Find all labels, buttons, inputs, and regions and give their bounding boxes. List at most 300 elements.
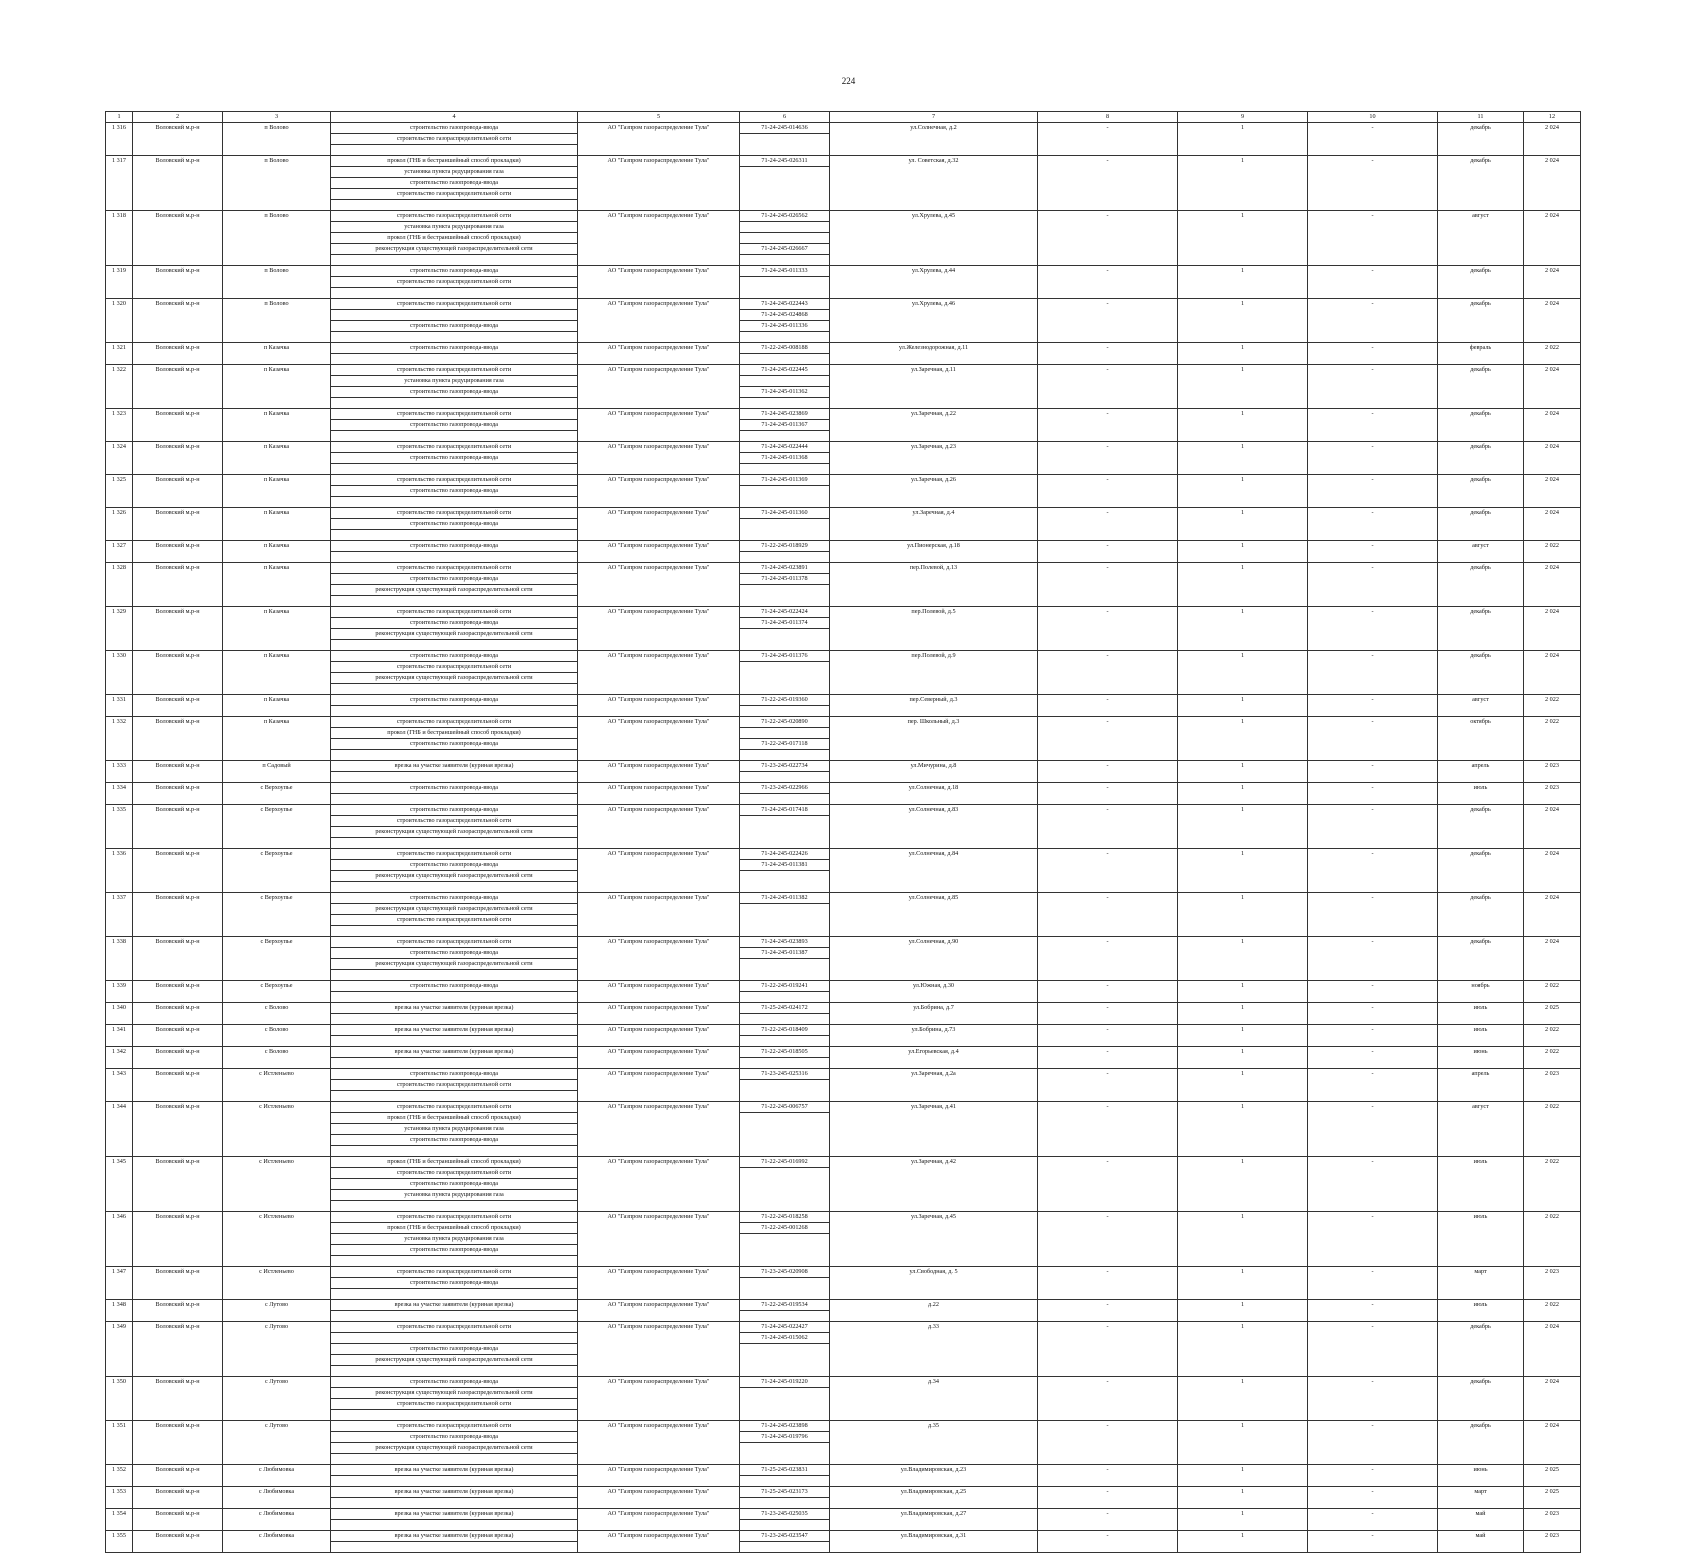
table-row: [106, 827, 1581, 838]
cell-work-type: строительство газораспределительной сети: [331, 442, 578, 453]
table-row: [106, 1179, 1581, 1190]
cell-number: 1 353: [106, 1487, 133, 1498]
cell-work-type: строительство газопровода-ввода: [331, 1069, 578, 1080]
cell-address: ул.Хрулева, д.44: [830, 266, 1038, 277]
cell-col8: -: [1038, 1377, 1178, 1388]
cell-address: ул.Владимировская, д.27: [830, 1509, 1038, 1520]
cell-locality: [223, 662, 331, 673]
cell-col8: [1038, 1179, 1178, 1190]
cell-col10: [1308, 1333, 1438, 1344]
table-row: [106, 211, 1581, 222]
cell-col10: [1308, 915, 1438, 926]
cell-locality: п Казачка: [223, 651, 331, 662]
cell-col9: [1178, 530, 1308, 541]
cell-col9: [1178, 1014, 1308, 1025]
cell-col10: [1308, 1311, 1438, 1322]
cell-locality: [223, 629, 331, 640]
cell-col10: [1308, 629, 1438, 640]
cell-col10: [1308, 871, 1438, 882]
cell-col9: [1178, 453, 1308, 464]
cell-col8: [1038, 684, 1178, 695]
cell-request-id: [740, 1443, 830, 1454]
cell-locality: п Казачка: [223, 442, 331, 453]
cell-col10: -: [1308, 717, 1438, 728]
cell-request-id: 71-24-245-011378: [740, 574, 830, 585]
cell-address: ул.Солнечная, д.90: [830, 937, 1038, 948]
cell-district: [133, 838, 223, 849]
cell-month: [1438, 420, 1524, 431]
cell-col10: [1308, 1135, 1438, 1146]
cell-number: [106, 915, 133, 926]
cell-year: 2 024: [1524, 937, 1581, 948]
cell-address: [830, 222, 1038, 233]
cell-locality: [223, 519, 331, 530]
cell-request-id: 71-24-245-011367: [740, 420, 830, 431]
cell-col10: [1308, 530, 1438, 541]
cell-request-id: [740, 1344, 830, 1355]
table-row: [106, 277, 1581, 288]
cell-organization: [578, 728, 740, 739]
cell-month: [1438, 189, 1524, 200]
column-header-7: 7: [830, 112, 1038, 123]
cell-year: 2 024: [1524, 1421, 1581, 1432]
cell-organization: [578, 1245, 740, 1256]
cell-year: 2 022: [1524, 981, 1581, 992]
cell-request-id: 71-24-245-017418: [740, 805, 830, 816]
cell-address: [830, 596, 1038, 607]
cell-organization: [578, 310, 740, 321]
cell-col10: [1308, 706, 1438, 717]
cell-locality: с Лутово: [223, 1377, 331, 1388]
cell-locality: [223, 1476, 331, 1487]
cell-col8: [1038, 948, 1178, 959]
cell-col8: [1038, 882, 1178, 893]
cell-work-type: установка пункта редуцирования газа: [331, 1234, 578, 1245]
cell-year: 2 024: [1524, 475, 1581, 486]
cell-col8: -: [1038, 1487, 1178, 1498]
cell-address: ул. Советская, д.32: [830, 156, 1038, 167]
table-row: [106, 904, 1581, 915]
cell-locality: [223, 673, 331, 684]
cell-col9: [1178, 1168, 1308, 1179]
cell-year: [1524, 200, 1581, 211]
cell-address: ул.Заречная, д.26: [830, 475, 1038, 486]
cell-col8: [1038, 464, 1178, 475]
cell-col9: [1178, 1443, 1308, 1454]
cell-year: [1524, 618, 1581, 629]
cell-col10: [1308, 1201, 1438, 1212]
cell-month: [1438, 1410, 1524, 1421]
cell-col10: -: [1308, 695, 1438, 706]
cell-address: ул.Егорьевская, д.4: [830, 1047, 1038, 1058]
cell-organization: [578, 1234, 740, 1245]
cell-number: [106, 926, 133, 937]
cell-month: октябрь: [1438, 717, 1524, 728]
cell-address: ул.Мичурина, д.8: [830, 761, 1038, 772]
cell-request-id: 71-25-245-024172: [740, 1003, 830, 1014]
cell-col8: [1038, 728, 1178, 739]
cell-col8: [1038, 387, 1178, 398]
cell-organization: [578, 1135, 740, 1146]
cell-col10: [1308, 1256, 1438, 1267]
cell-month: [1438, 497, 1524, 508]
cell-year: 2 024: [1524, 266, 1581, 277]
cell-col10: -: [1308, 563, 1438, 574]
cell-address: ул.Солнечная, д.2: [830, 123, 1038, 134]
cell-work-type: прокол (ГНБ и бестраншейный способ прокладки): [331, 728, 578, 739]
cell-month: [1438, 1366, 1524, 1377]
table-row: [106, 1124, 1581, 1135]
cell-request-id: [740, 1355, 830, 1366]
cell-month: [1438, 453, 1524, 464]
cell-month: апрель: [1438, 761, 1524, 772]
cell-col10: [1308, 145, 1438, 156]
table-row: [106, 915, 1581, 926]
cell-request-id: [740, 1058, 830, 1069]
cell-number: [106, 1245, 133, 1256]
cell-number: [106, 1080, 133, 1091]
table-row: [106, 431, 1581, 442]
cell-col8: [1038, 596, 1178, 607]
cell-month: март: [1438, 1267, 1524, 1278]
table-row: [106, 1047, 1581, 1058]
cell-district: [133, 1520, 223, 1531]
cell-year: [1524, 673, 1581, 684]
cell-col9: 1: [1178, 123, 1308, 134]
cell-organization: [578, 332, 740, 343]
cell-organization: АО "Газпром газораспределение Тула": [578, 1531, 740, 1542]
cell-address: ул.Заречная, д.11: [830, 365, 1038, 376]
cell-request-id: 71-24-245-022426: [740, 849, 830, 860]
cell-number: [106, 464, 133, 475]
cell-organization: АО "Газпром газораспределение Тула": [578, 761, 740, 772]
cell-col9: [1178, 222, 1308, 233]
cell-year: [1524, 277, 1581, 288]
cell-col8: -: [1038, 1509, 1178, 1520]
cell-col9: [1178, 1289, 1308, 1300]
cell-locality: [223, 926, 331, 937]
cell-col8: [1038, 222, 1178, 233]
cell-work-type: строительство газопровода-ввода: [331, 1135, 578, 1146]
cell-work-type: строительство газораспределительной сети: [331, 915, 578, 926]
cell-col9: 1: [1178, 1377, 1308, 1388]
cell-locality: [223, 684, 331, 695]
cell-number: 1 340: [106, 1003, 133, 1014]
cell-col8: [1038, 1234, 1178, 1245]
cell-work-type: врезка на участке заявителя (куриная врезка): [331, 1003, 578, 1014]
cell-col10: [1308, 794, 1438, 805]
cell-col8: [1038, 618, 1178, 629]
table-row: [106, 1454, 1581, 1465]
cell-month: [1438, 860, 1524, 871]
cell-col9: [1178, 629, 1308, 640]
table-row: [106, 244, 1581, 255]
cell-address: [830, 1245, 1038, 1256]
cell-year: [1524, 1388, 1581, 1399]
cell-organization: АО "Газпром газораспределение Тула": [578, 937, 740, 948]
table-row: [106, 497, 1581, 508]
cell-work-type: врезка на участке заявителя (куриная врезка): [331, 1509, 578, 1520]
cell-request-id: 71-24-245-014636: [740, 123, 830, 134]
cell-locality: [223, 244, 331, 255]
cell-address: [830, 1146, 1038, 1157]
table-row: [106, 189, 1581, 200]
cell-district: [133, 464, 223, 475]
table-row: [106, 332, 1581, 343]
cell-work-type: строительство газопровода-ввода: [331, 178, 578, 189]
cell-district: [133, 222, 223, 233]
cell-district: [133, 772, 223, 783]
cell-address: [830, 310, 1038, 321]
cell-year: [1524, 904, 1581, 915]
cell-work-type: реконструкция существующей газораспределительной сети: [331, 1355, 578, 1366]
table-row: [106, 1344, 1581, 1355]
cell-district: [133, 200, 223, 211]
cell-locality: [223, 1355, 331, 1366]
cell-col8: [1038, 992, 1178, 1003]
cell-col10: [1308, 739, 1438, 750]
table-row: [106, 1025, 1581, 1036]
cell-request-id: 71-24-245-011336: [740, 321, 830, 332]
cell-col9: 1: [1178, 607, 1308, 618]
cell-col10: -: [1308, 475, 1438, 486]
cell-col9: [1178, 706, 1308, 717]
cell-organization: АО "Газпром газораспределение Тула": [578, 1322, 740, 1333]
cell-district: Воловский м.р-н: [133, 1157, 223, 1168]
cell-col10: [1308, 1542, 1438, 1553]
cell-organization: [578, 1256, 740, 1267]
cell-year: [1524, 1454, 1581, 1465]
cell-col10: [1308, 1399, 1438, 1410]
cell-district: [133, 277, 223, 288]
cell-month: [1438, 1399, 1524, 1410]
cell-work-type: [331, 552, 578, 563]
cell-col10: [1308, 178, 1438, 189]
cell-request-id: [740, 585, 830, 596]
cell-col9: [1178, 1542, 1308, 1553]
cell-number: 1 326: [106, 508, 133, 519]
cell-district: Воловский м.р-н: [133, 299, 223, 310]
cell-year: 2 022: [1524, 1047, 1581, 1058]
cell-work-type: [331, 332, 578, 343]
cell-year: 2 023: [1524, 1509, 1581, 1520]
cell-work-type: установка пункта редуцирования газа: [331, 1124, 578, 1135]
cell-col9: [1178, 739, 1308, 750]
cell-organization: [578, 772, 740, 783]
cell-col10: [1308, 244, 1438, 255]
cell-month: [1438, 596, 1524, 607]
cell-organization: [578, 629, 740, 640]
cell-col10: [1308, 618, 1438, 629]
cell-col8: -: [1038, 563, 1178, 574]
table-row: [106, 1091, 1581, 1102]
cell-month: [1438, 1344, 1524, 1355]
cell-col9: 1: [1178, 1465, 1308, 1476]
cell-work-type: [331, 794, 578, 805]
cell-col9: [1178, 662, 1308, 673]
cell-year: [1524, 1443, 1581, 1454]
cell-locality: [223, 321, 331, 332]
cell-col9: [1178, 1432, 1308, 1443]
cell-year: [1524, 860, 1581, 871]
cell-month: [1438, 387, 1524, 398]
cell-col10: [1308, 1443, 1438, 1454]
cell-locality: п Казачка: [223, 508, 331, 519]
cell-year: 2 024: [1524, 442, 1581, 453]
cell-year: [1524, 662, 1581, 673]
cell-col8: -: [1038, 1157, 1178, 1168]
cell-address: [830, 1355, 1038, 1366]
cell-col8: [1038, 838, 1178, 849]
table-header: [106, 112, 1581, 123]
cell-address: [830, 387, 1038, 398]
cell-col9: [1178, 904, 1308, 915]
cell-organization: АО "Газпром газораспределение Тула": [578, 1377, 740, 1388]
cell-month: [1438, 1091, 1524, 1102]
cell-district: [133, 706, 223, 717]
cell-locality: [223, 1498, 331, 1509]
cell-month: [1438, 992, 1524, 1003]
cell-locality: [223, 453, 331, 464]
cell-work-type: строительство газораспределительной сети: [331, 1267, 578, 1278]
cell-address: [830, 673, 1038, 684]
cell-year: [1524, 530, 1581, 541]
cell-organization: АО "Газпром газораспределение Тула": [578, 783, 740, 794]
cell-request-id: 71-24-245-026667: [740, 244, 830, 255]
cell-request-id: 71-24-245-011368: [740, 453, 830, 464]
cell-address: [830, 552, 1038, 563]
cell-col9: [1178, 1311, 1308, 1322]
cell-organization: [578, 1542, 740, 1553]
cell-address: ул.Хрулева, д.45: [830, 211, 1038, 222]
cell-district: [133, 596, 223, 607]
cell-col8: -: [1038, 123, 1178, 134]
cell-district: [133, 1399, 223, 1410]
cell-col10: -: [1308, 343, 1438, 354]
cell-organization: [578, 871, 740, 882]
cell-locality: [223, 398, 331, 409]
cell-work-type: реконструкция существующей газораспределительной сети: [331, 827, 578, 838]
cell-organization: [578, 1410, 740, 1421]
cell-col8: -: [1038, 805, 1178, 816]
cell-district: [133, 552, 223, 563]
cell-organization: [578, 1355, 740, 1366]
cell-year: [1524, 640, 1581, 651]
cell-locality: п Казачка: [223, 541, 331, 552]
column-header-1: 1: [106, 112, 133, 123]
table-row: [106, 1036, 1581, 1047]
cell-number: 1 350: [106, 1377, 133, 1388]
cell-district: Воловский м.р-н: [133, 981, 223, 992]
cell-col10: [1308, 728, 1438, 739]
table-row: [106, 574, 1581, 585]
cell-col9: [1178, 684, 1308, 695]
cell-col8: [1038, 1388, 1178, 1399]
cell-work-type: [331, 1520, 578, 1531]
cell-address: [830, 1234, 1038, 1245]
cell-work-type: строительство газораспределительной сети: [331, 662, 578, 673]
cell-district: [133, 728, 223, 739]
cell-district: Воловский м.р-н: [133, 1047, 223, 1058]
cell-address: [830, 1179, 1038, 1190]
cell-col9: [1178, 1091, 1308, 1102]
cell-work-type: строительство газопровода-ввода: [331, 893, 578, 904]
table-row: [106, 992, 1581, 1003]
cell-work-type: прокол (ГНБ и бестраншейный способ прокладки): [331, 233, 578, 244]
cell-work-type: строительство газопровода-ввода: [331, 651, 578, 662]
cell-locality: [223, 1124, 331, 1135]
cell-request-id: [740, 1135, 830, 1146]
table-row: [106, 486, 1581, 497]
cell-year: [1524, 376, 1581, 387]
cell-col9: 1: [1178, 1069, 1308, 1080]
cell-col8: [1038, 321, 1178, 332]
cell-organization: [578, 1201, 740, 1212]
table-row: [106, 805, 1581, 816]
cell-request-id: 71-22-245-016992: [740, 1157, 830, 1168]
cell-locality: [223, 959, 331, 970]
cell-col10: [1308, 1113, 1438, 1124]
cell-work-type: строительство газораспределительной сети: [331, 409, 578, 420]
cell-year: 2 024: [1524, 123, 1581, 134]
cell-address: [830, 1366, 1038, 1377]
cell-col10: -: [1308, 123, 1438, 134]
cell-number: 1 346: [106, 1212, 133, 1223]
cell-year: 2 025: [1524, 1465, 1581, 1476]
cell-year: 2 022: [1524, 1157, 1581, 1168]
cell-locality: п Казачка: [223, 409, 331, 420]
cell-col8: [1038, 1311, 1178, 1322]
table-row: [106, 145, 1581, 156]
cell-organization: [578, 838, 740, 849]
cell-col10: [1308, 134, 1438, 145]
cell-year: [1524, 1135, 1581, 1146]
cell-number: [106, 1234, 133, 1245]
cell-organization: [578, 915, 740, 926]
cell-col10: [1308, 1476, 1438, 1487]
table-row: [106, 937, 1581, 948]
table-row: [106, 948, 1581, 959]
cell-address: [830, 255, 1038, 266]
cell-locality: [223, 640, 331, 651]
cell-col9: 1: [1178, 442, 1308, 453]
cell-year: [1524, 1355, 1581, 1366]
cell-col9: [1178, 167, 1308, 178]
cell-district: Воловский м.р-н: [133, 1069, 223, 1080]
cell-locality: с Лутово: [223, 1322, 331, 1333]
cell-organization: [578, 948, 740, 959]
cell-col10: -: [1308, 1069, 1438, 1080]
cell-year: [1524, 1179, 1581, 1190]
cell-year: [1524, 706, 1581, 717]
table-row: [106, 761, 1581, 772]
cell-address: ул.Солнечная, д.84: [830, 849, 1038, 860]
cell-address: [830, 189, 1038, 200]
cell-district: [133, 1058, 223, 1069]
cell-address: [830, 1432, 1038, 1443]
cell-address: [830, 288, 1038, 299]
cell-number: 1 334: [106, 783, 133, 794]
cell-col8: [1038, 1542, 1178, 1553]
cell-month: [1438, 321, 1524, 332]
cell-address: пер.Полевой, д.13: [830, 563, 1038, 574]
cell-organization: АО "Газпром газораспределение Тула": [578, 211, 740, 222]
cell-request-id: [740, 970, 830, 981]
cell-organization: АО "Газпром газораспределение Тула": [578, 563, 740, 574]
cell-organization: [578, 1388, 740, 1399]
cell-col9: [1178, 189, 1308, 200]
cell-organization: АО "Газпром газораспределение Тула": [578, 805, 740, 816]
